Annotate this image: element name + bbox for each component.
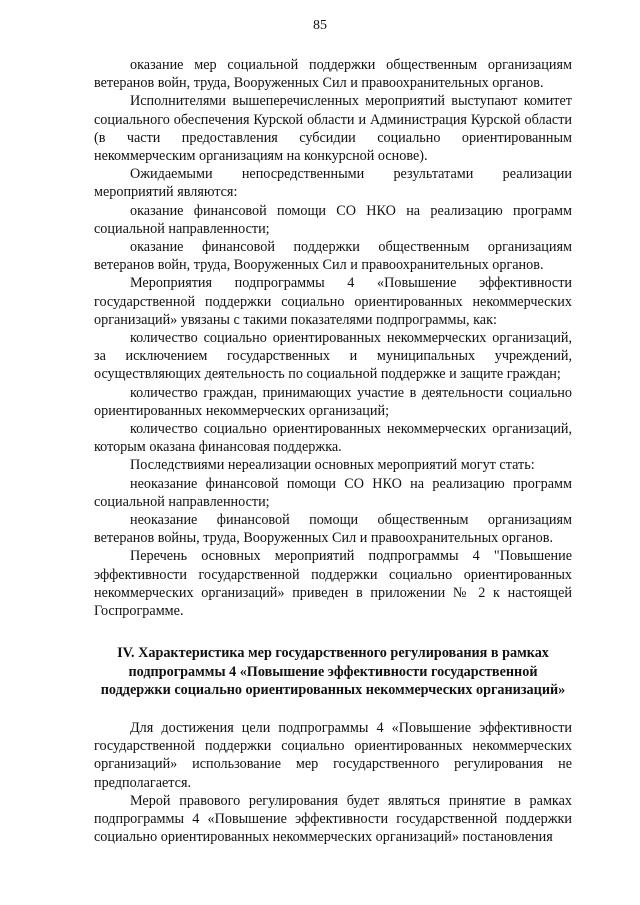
paragraph: Мерой правового регулирования будет являться принятие в рамках подпрограммы 4 «Повышение эффективности государственной поддержки социально ориентированных некоммерческих организаций» постановления xyxy=(94,792,572,846)
paragraph: оказание финансовой помощи СО НКО на реализацию программ социальной направленности; xyxy=(94,202,572,237)
paragraph: Исполнителями вышеперечисленных мероприятий выступают комитет социального обеспечения Курской области и Администрация Курской области (в части предоставления субсидии социально ориентированным некоммерческим организациям на конкурсной основе). xyxy=(94,93,572,165)
section-heading: IV. Характеристика мер государственного регулирования в рамках подпрограммы 4 «Повышение эффективности государственной поддержки социально ориентированных некоммерческих организаций» xyxy=(100,645,566,698)
page-number: 85 xyxy=(313,18,327,33)
paragraph: оказание мер социальной поддержки общественным организациям ветеранов войн, труда, Вооруженных Сил и правоохранительных органов. xyxy=(94,57,572,92)
paragraph: неоказание финансовой помощи общественным организациям ветеранов войны, труда, Вооруженных Сил и правоохранительных органов. xyxy=(94,512,572,547)
paragraph: оказание финансовой поддержки общественным организациям ветеранов войн, труда, Вооруженных Сил и правоохранительных органов. xyxy=(94,239,572,274)
paragraph: количество граждан, принимающих участие в деятельности социально ориентированных некоммерческих организаций; xyxy=(94,384,572,419)
paragraph: Последствиями нереализации основных мероприятий могут стать: xyxy=(130,457,535,474)
page-body xyxy=(94,56,572,846)
paragraph: неоказание финансовой помощи СО НКО на реализацию программ социальной направленности; xyxy=(94,475,572,510)
paragraph: Ожидаемыми непосредственными результатами реализации мероприятий являются: xyxy=(94,166,572,201)
paragraph: Для достижения цели подпрограммы 4 «Повышение эффективности государственной поддержки социально ориентированных некоммерческих организаций» использование мер государственного регулирования не предполагается. xyxy=(94,719,572,791)
paragraph: количество социально ориентированных некоммерческих организаций, которым оказана финансовая поддержка. xyxy=(94,421,572,456)
paragraph: Мероприятия подпрограммы 4 «Повышение эффективности государственной поддержки социально ориентированных некоммерческих организаций» увязаны с такими показателями подпрограммы, как: xyxy=(94,275,572,328)
paragraph: количество социально ориентированных некоммерческих организаций, за исключением государственных и муниципальных учреждений, осуществляющих деятельность по социальной поддержке и защите граждан; xyxy=(94,330,572,383)
paragraph: Перечень основных мероприятий подпрограммы 4 "Повышение эффективности государственной поддержки социально ориентированных некоммерческих организаций» приведен в приложении № 2 к настоящей Госпрограмме. xyxy=(94,548,572,620)
